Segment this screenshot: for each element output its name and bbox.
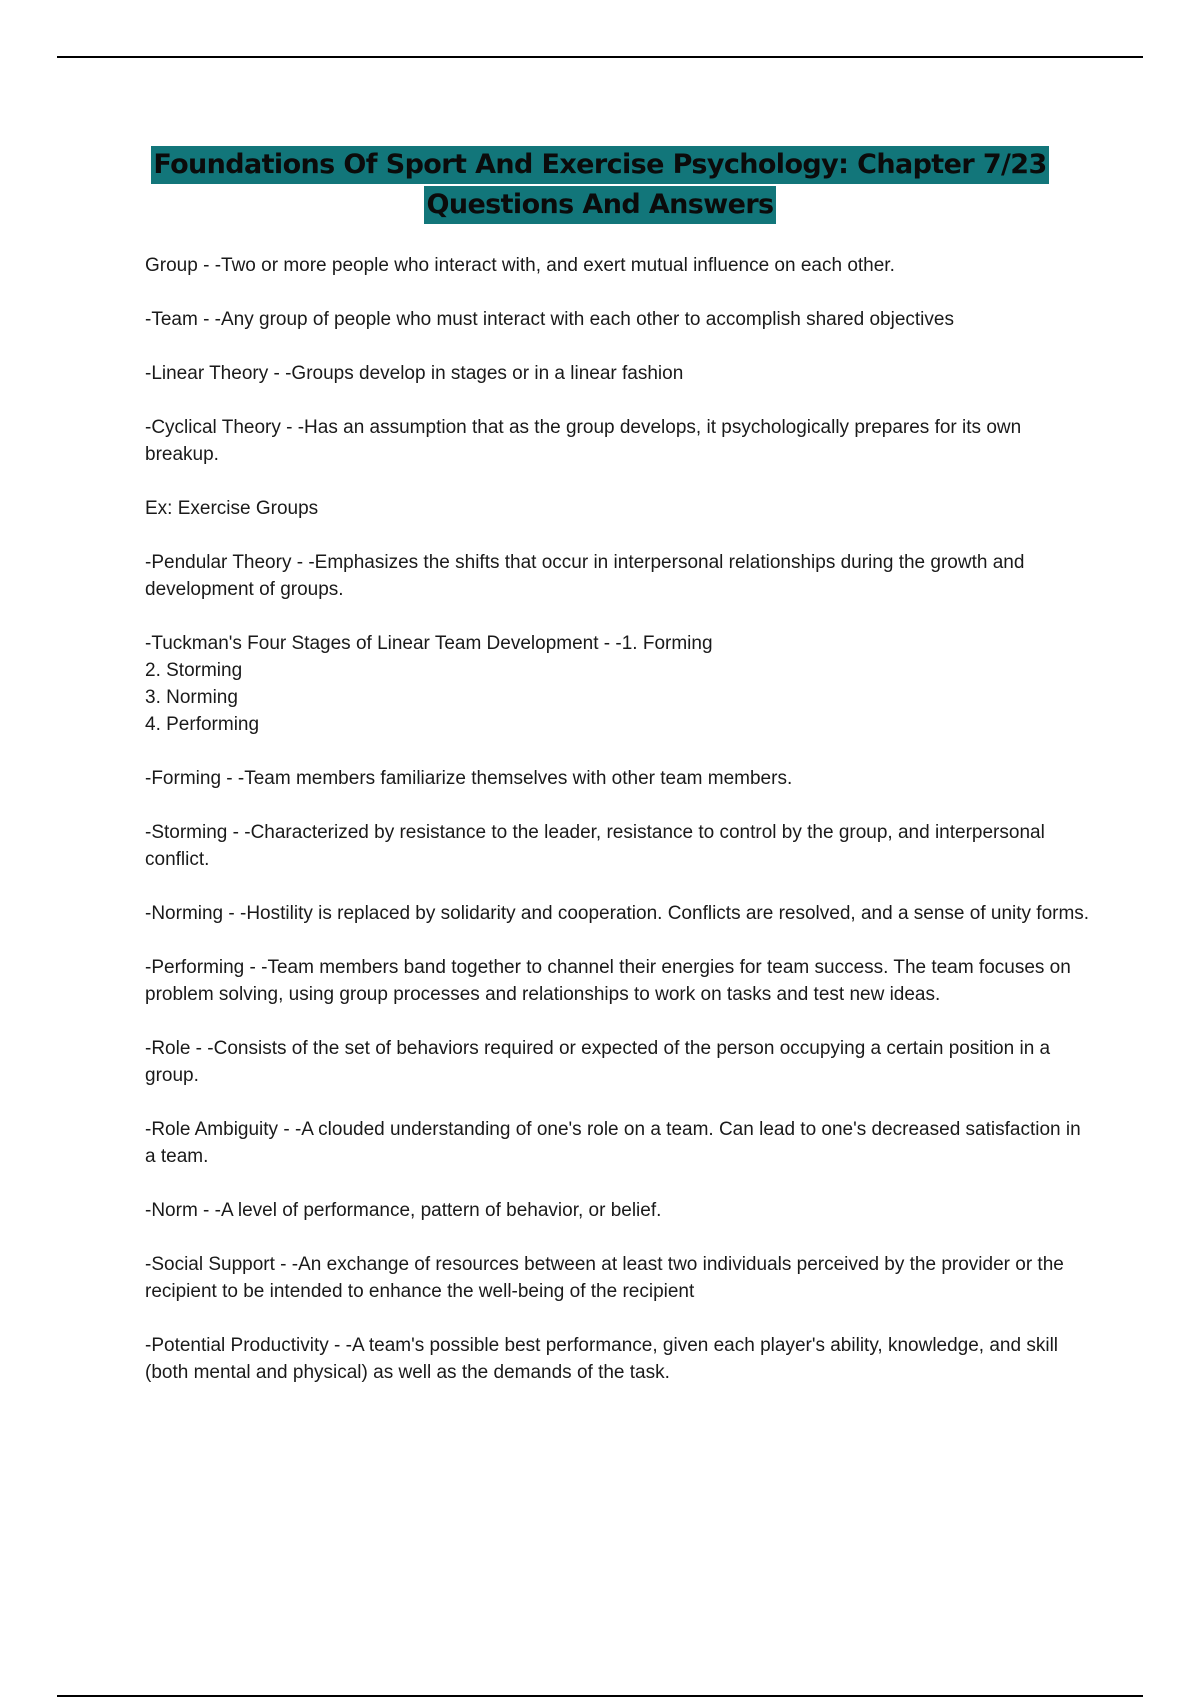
qa-entry-exercise-groups: Ex: Exercise Groups (145, 498, 319, 519)
qa-entry-role: -Role - -Consists of the set of behaviors required or expected of the person occupying a certain position in a group. (145, 1038, 1051, 1086)
title-line-1: Foundations Of Sport And Exercise Psychology: Chapter 7/23 (151, 146, 1048, 184)
qa-entry-linear-theory: -Linear Theory - -Groups develop in stages or in a linear fashion (145, 363, 684, 384)
bottom-rule (57, 1695, 1143, 1697)
qa-entry-forming: -Forming - -Team members familiarize themselves with other team members. (145, 768, 793, 789)
qa-entry-norming: -Norming - -Hostility is replaced by solidarity and cooperation. Conflicts are resolved, and a sense of unity forms. (145, 903, 1090, 924)
top-rule (57, 56, 1143, 58)
qa-entry-social-support: -Social Support - -An exchange of resources between at least two individuals perceived by the provider or the recipient to be intended to enhance the well-being of the recipient (145, 1254, 1064, 1302)
qa-list (145, 252, 1095, 1413)
qa-entry-group: Group - -Two or more people who interact with, and exert mutual influence on each other. (145, 255, 895, 276)
qa-entry-tuckman-stages: -Tuckman's Four Stages of Linear Team Development - -1. Forming 2. Storming 3. Norming 4. Performing (145, 633, 713, 735)
qa-entry-norm: -Norm - -A level of performance, pattern of behavior, or belief. (145, 1200, 662, 1221)
qa-entry-potential-productivity: -Potential Productivity - -A team's possible best performance, given each player's ability, knowledge, and skill (both mental and physical) as well as the demands of the task. (145, 1335, 1059, 1383)
title-line-2: Questions And Answers (424, 186, 775, 224)
qa-entry-team: -Team - -Any group of people who must interact with each other to accomplish shared objectives (145, 309, 954, 330)
qa-entry-performing: -Performing - -Team members band together to channel their energies for team success. The team focuses on problem solving, using group processes and relationships to work on tasks and test new ideas. (145, 957, 1071, 1005)
qa-entry-storming: -Storming - -Characterized by resistance to the leader, resistance to control by the group, and interpersonal conflict. (145, 822, 1045, 870)
document-title (0, 146, 1200, 226)
qa-entry-pendular-theory: -Pendular Theory - -Emphasizes the shifts that occur in interpersonal relationships during the growth and development of groups. (145, 552, 1025, 600)
qa-entry-cyclical-theory: -Cyclical Theory - -Has an assumption that as the group develops, it psychologically prepares for its own breakup. (145, 417, 1022, 465)
qa-entry-role-ambiguity: -Role Ambiguity - -A clouded understanding of one's role on a team. Can lead to one's decreased satisfaction in a team. (145, 1119, 1081, 1167)
